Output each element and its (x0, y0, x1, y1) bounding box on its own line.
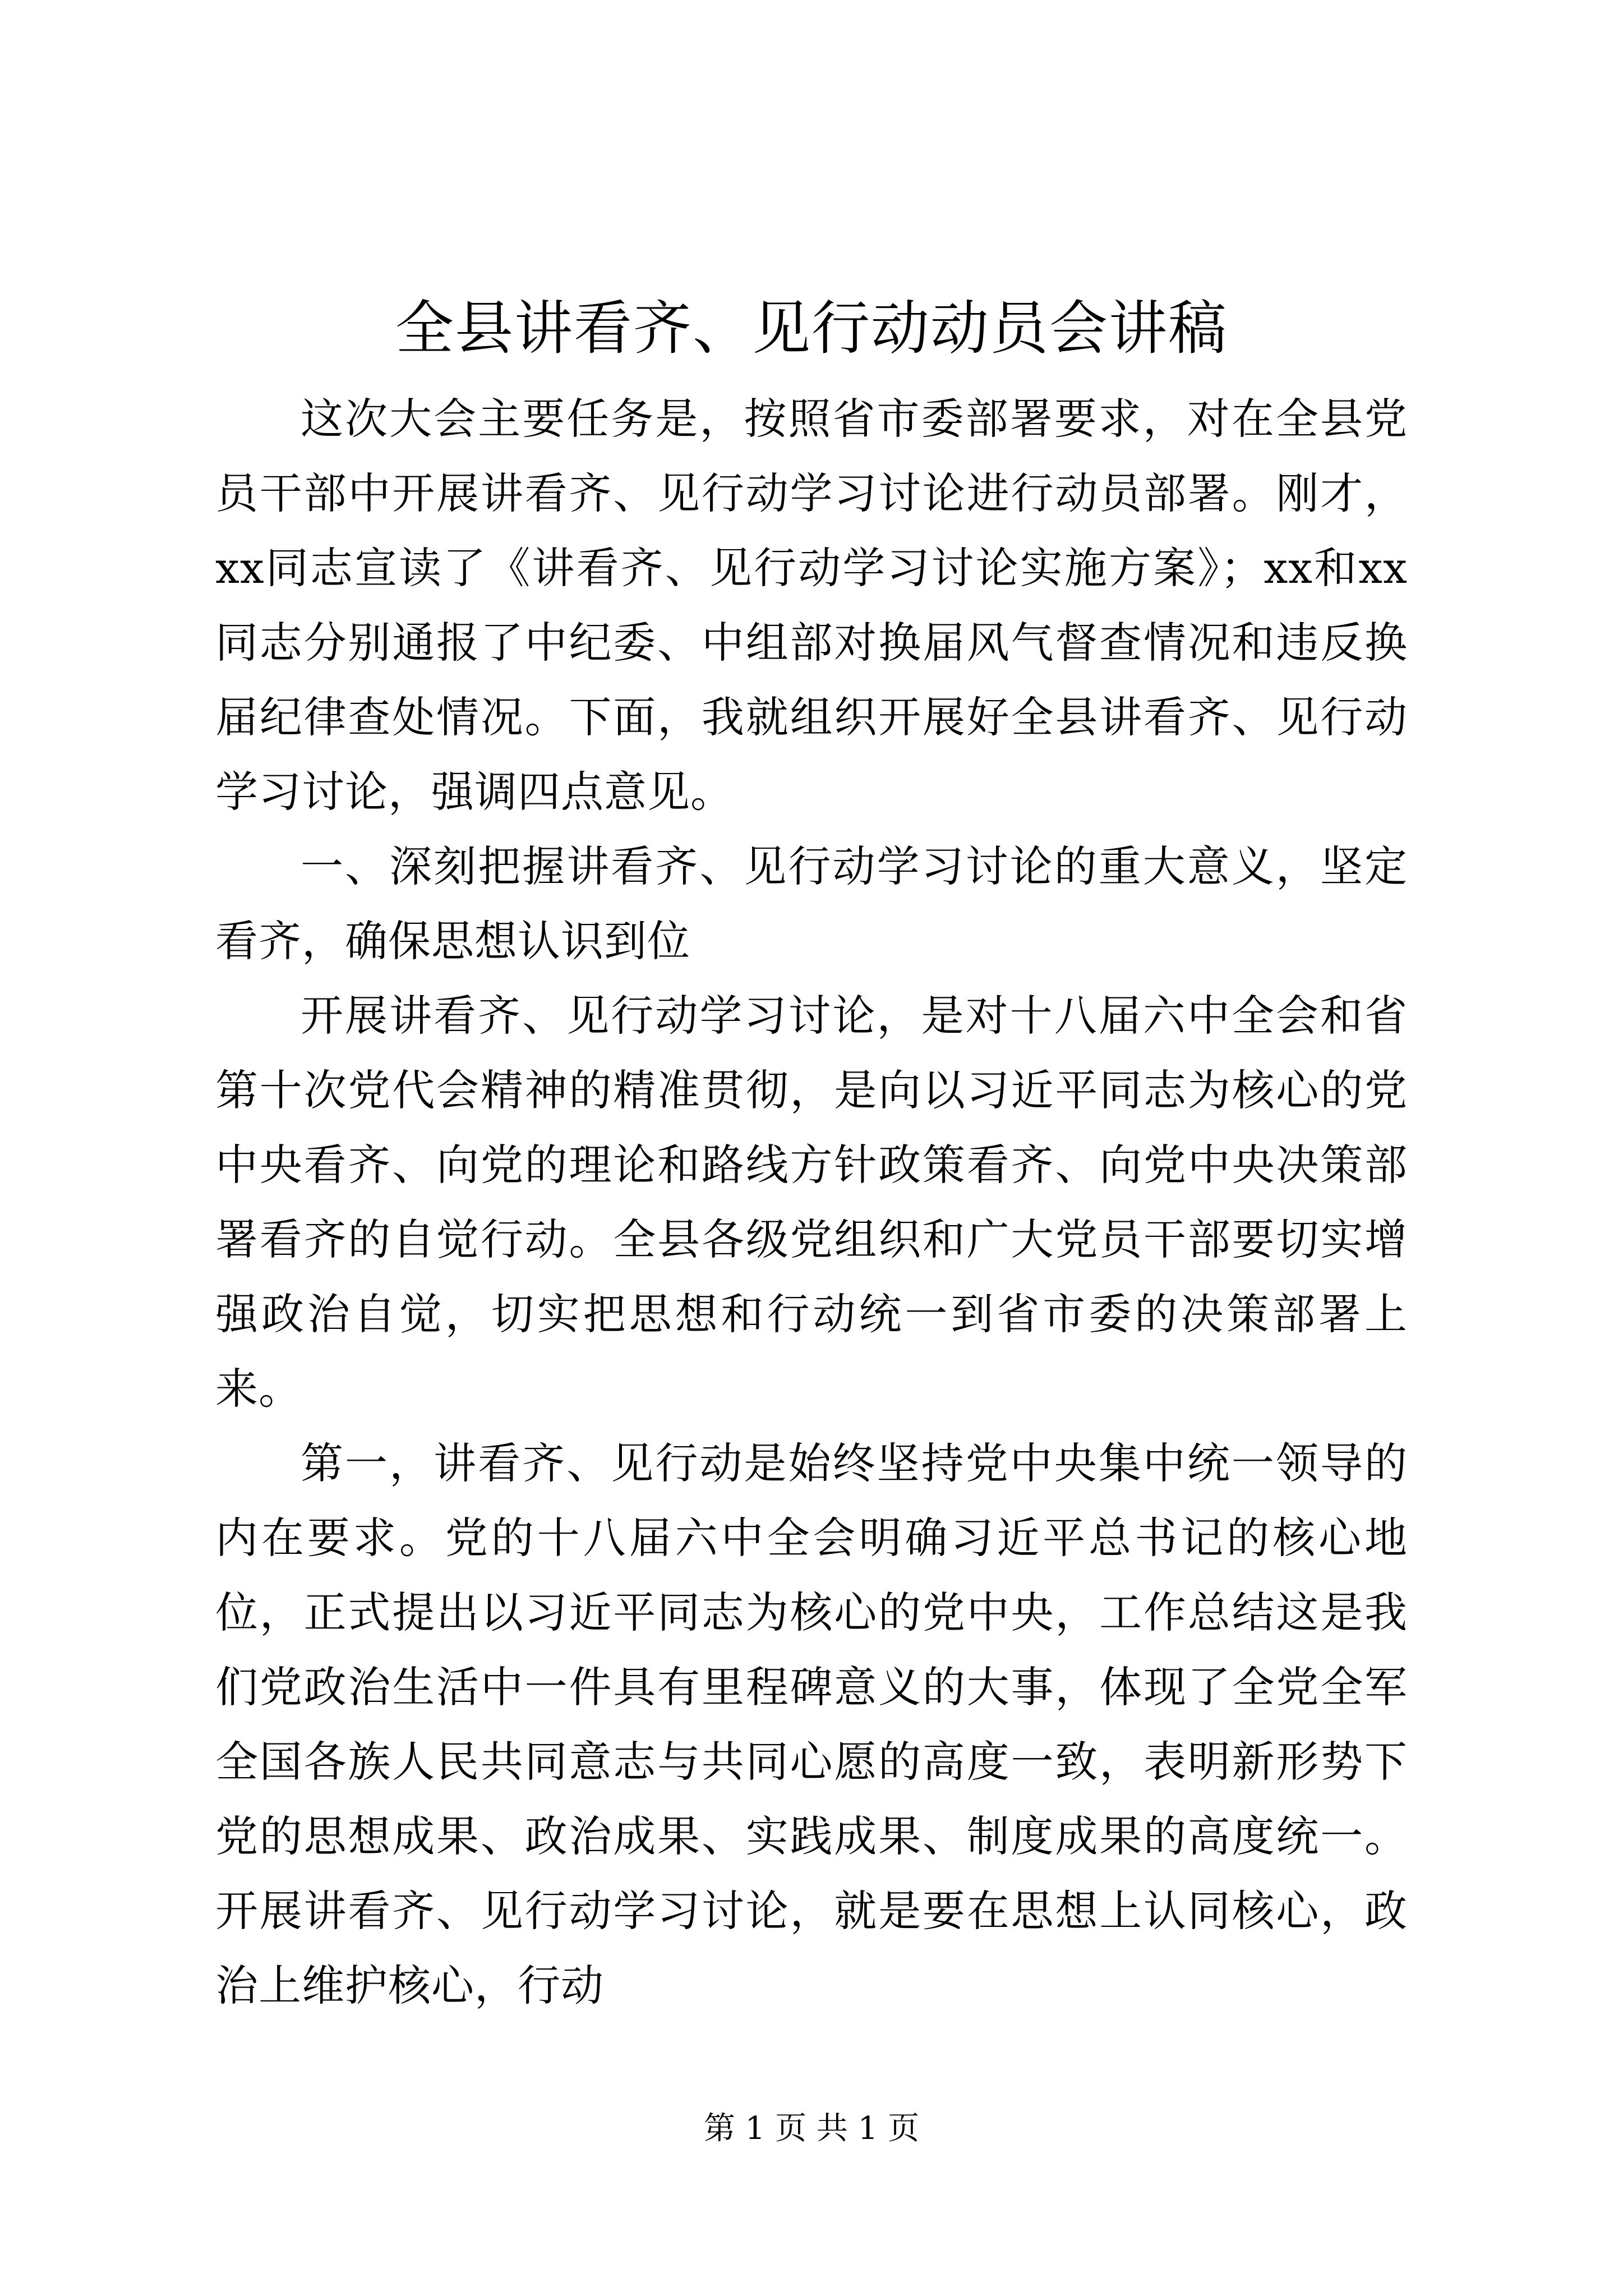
page-footer: 第 1 页 共 1 页 (703, 2110, 920, 2147)
paragraph-intro: 这次大会主要任务是，按照省市委部署要求，对在全县党员干部中开展讲看齐、见行动学习讨论进行动员部署。刚才，xx同志宣读了《讲看齐、见行动学习讨论实施方案》；xx和xx同志分别通报了中纪委、中组部对换届风气督查情况和违反换届纪律查处情况。下面，我就组织开展好全县讲看齐、见行动学习讨论，强调四点意见。 (215, 394, 1408, 817)
document-body (215, 381, 1408, 2023)
paragraph-section-heading-1: 一、深刻把握讲看齐、见行动学习讨论的重大意义，坚定看齐，确保思想认识到位 (215, 841, 1408, 966)
paragraph-significance: 开展讲看齐、见行动学习讨论，是对十八届六中全会和省第十次党代会精神的精准贯彻，是向以习近平同志为核心的党中央看齐、向党的理论和路线方针政策看齐、向党中央决策部署看齐的自觉行动。全县各级党组织和广大党员干部要切实增强政治自觉，切实把思想和行动统一到省市委的决策部署上来。 (215, 991, 1408, 1414)
paragraph-point-1: 第一，讲看齐、见行动是始终坚持党中央集中统一领导的内在要求。党的十八届六中全会明确习近平总书记的核心地位，正式提出以习近平同志为核心的党中央，工作总结这是我们党政治生活中一件具有里程碑意义的大事，体现了全党全军全国各族人民共同意志与共同心愿的高度一致，表明新形势下党的思想成果、政治成果、实践成果、制度成果的高度统一。开展讲看齐、见行动学习讨论，就是要在思想上认同核心，政治上维护核心，行动 (215, 1438, 1408, 2010)
document-title: 全县讲看齐、见行动动员会讲稿 (395, 294, 1228, 362)
